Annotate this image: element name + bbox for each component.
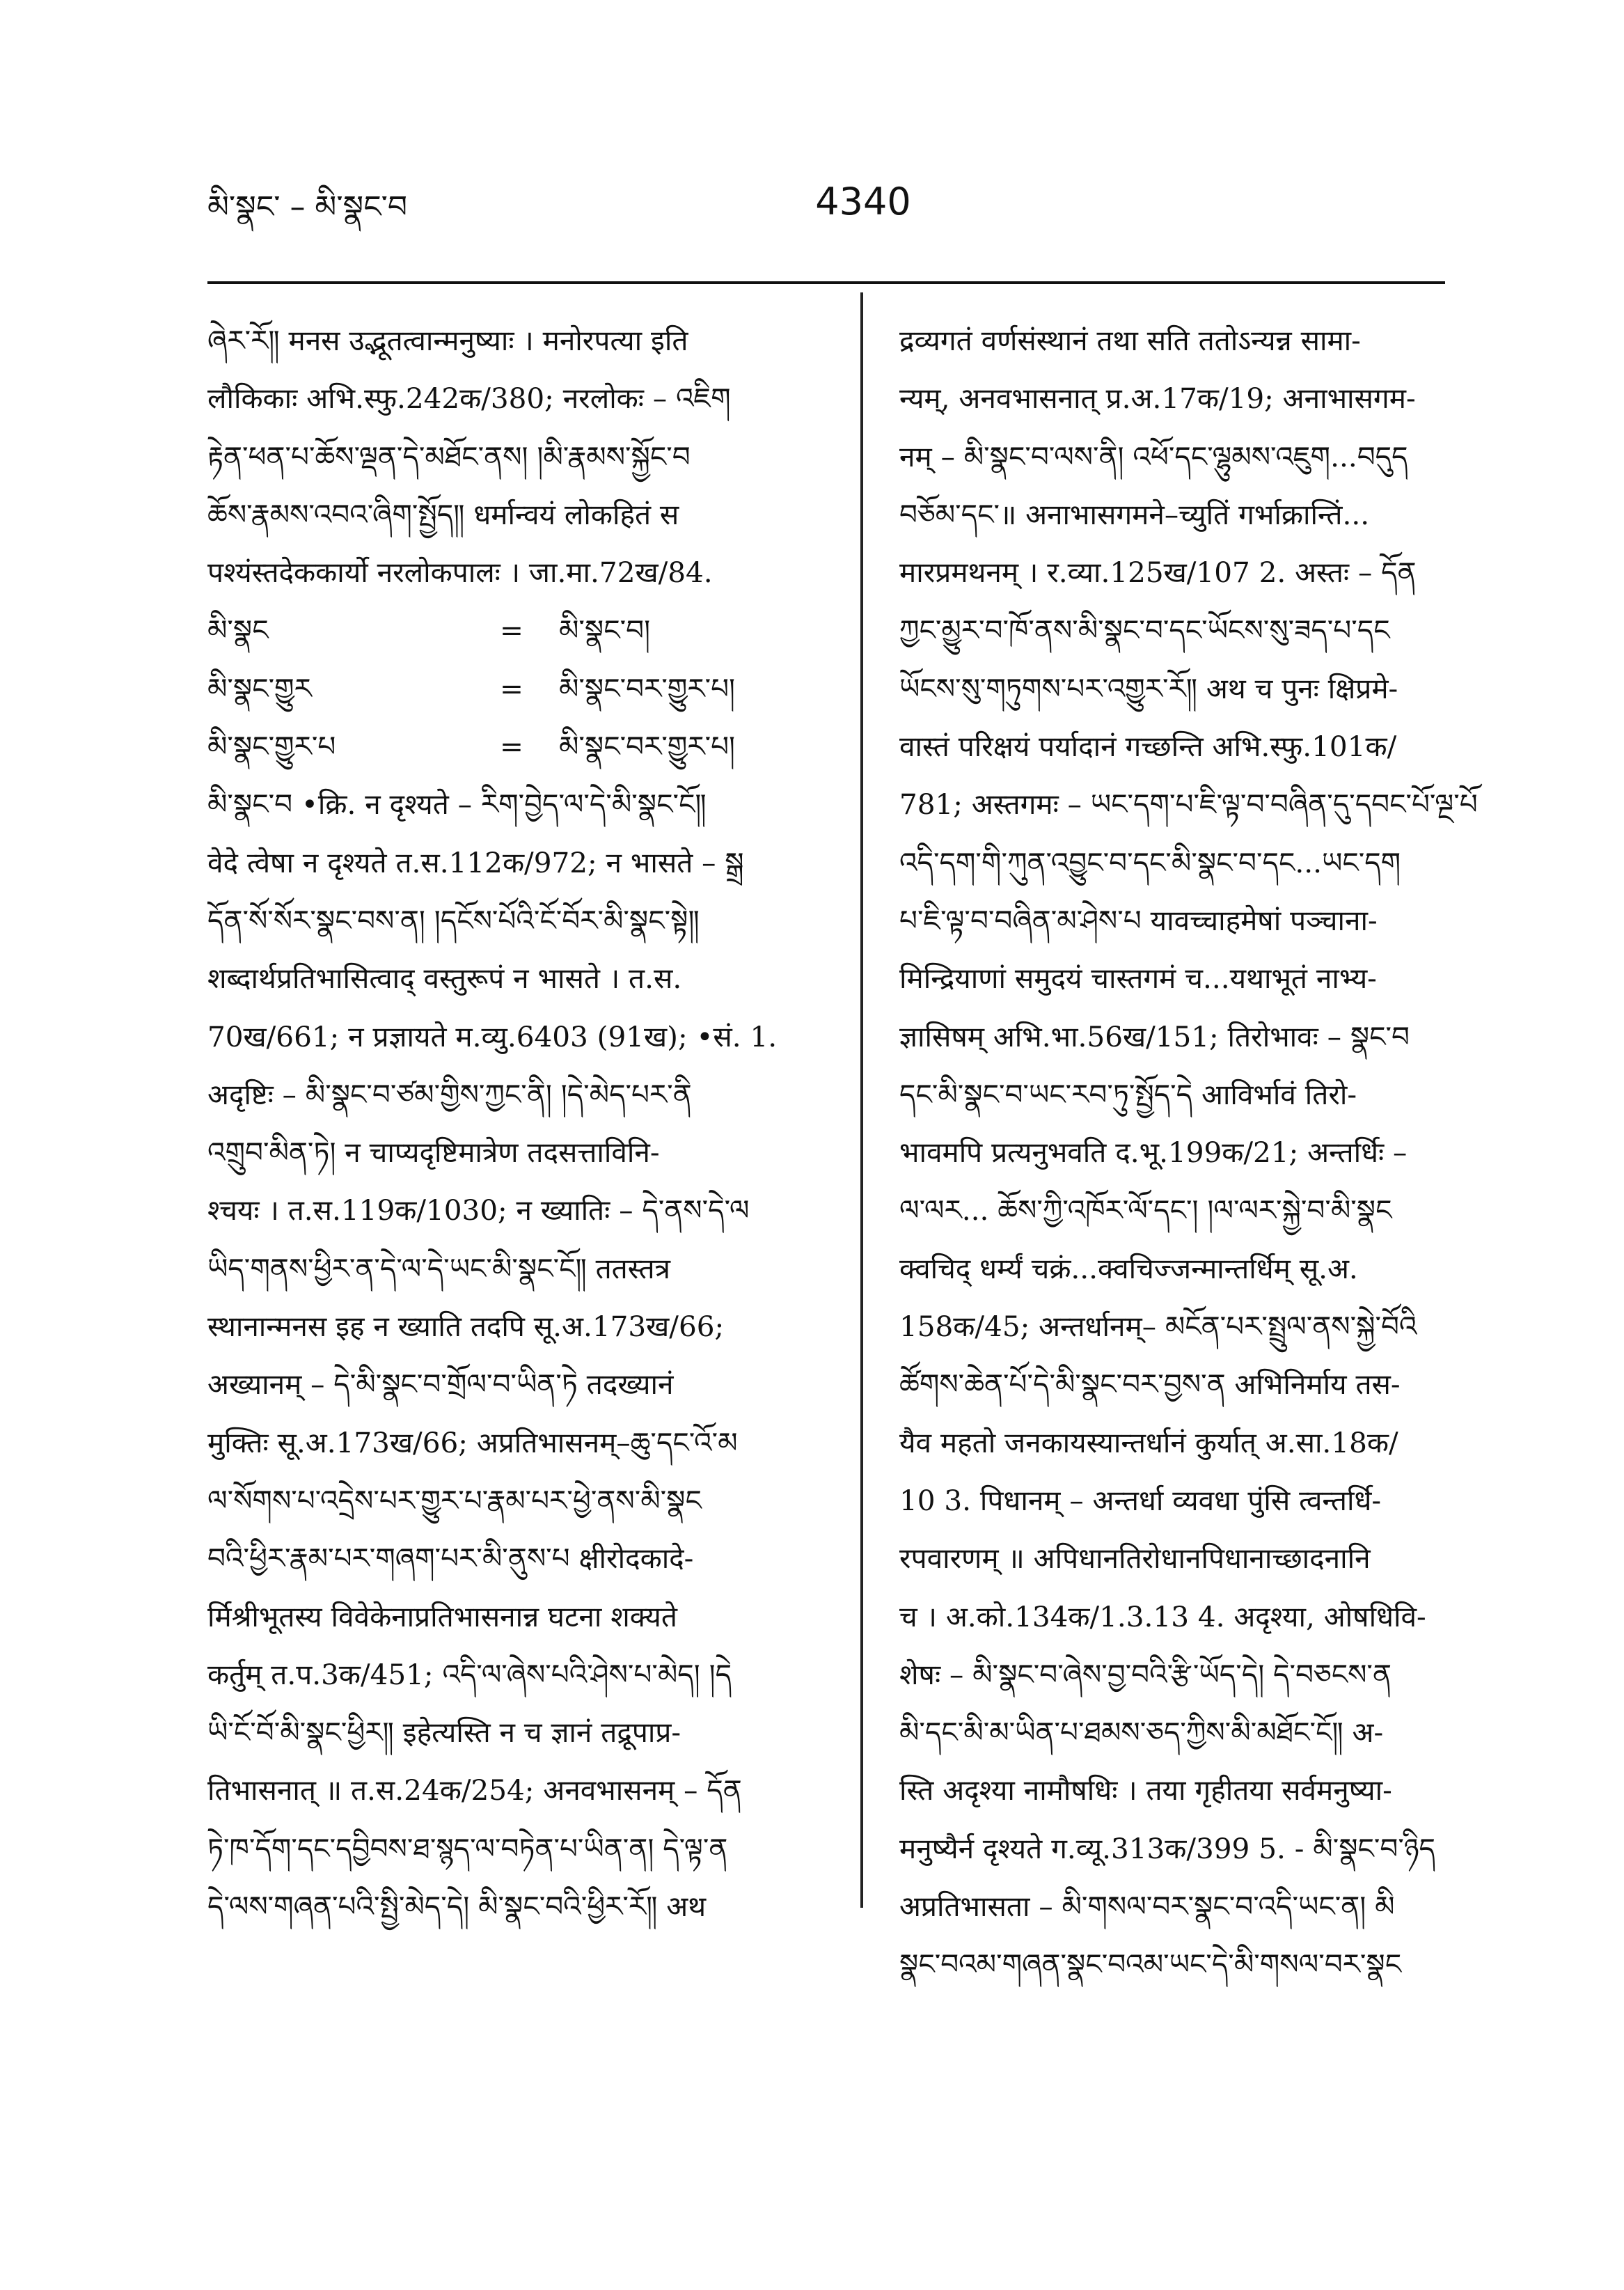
text-line: དེ་ལས་གཞན་པའི་སྤྱི་མེད་དེ། མི་སྣང་བའི་ཕྱིར་རོ༎ अथ bbox=[207, 1890, 707, 1924]
text-line: क्वचिद् धर्म्यं चक्रं...क्वचिज्जन्मान्तर्धिम् सू.अ. bbox=[899, 1251, 1358, 1285]
text-line: དོན་སོ་སོར་སྣང་བས་ན། །དངོས་པོའི་ངོ་བོར་མི་སྣང་སྟེ༎ bbox=[207, 903, 700, 937]
text-line: དང་མི་སྣང་བ་ཡང་རབ་ཏུ་སྤྱོད་དེ आविर्भावं तिरो- bbox=[899, 1077, 1357, 1111]
text-line: यैव महतो जनकायस्यान्तर्धानं कुर्यात् अ.सा.18क/ bbox=[899, 1425, 1398, 1459]
text-line: བཅོམ་དང་॥ अनाभासगमने–च्युतिं गर्भाक्रान्तिं... bbox=[899, 497, 1370, 531]
text-line: शब्दार्थप्रतिभासित्वाद् वस्तुरूपं न भासते । त.स. bbox=[207, 962, 682, 996]
text-line: कर्तुम् त.प.3क/451; འདི་ལ་ཞེས་པའི་ཤེས་པ་མེད། །དེ bbox=[207, 1657, 732, 1691]
column-divider bbox=[860, 292, 863, 1908]
text-line: འགྲུབ་མིན་ཏེ། न चाप्यदृष्टिमात्रेण तदसत्ताविनि- bbox=[207, 1136, 660, 1170]
right-column bbox=[899, 312, 1512, 1994]
text-line: 10 3. पिधानम् – अन्तर्धा व्यवधा पुंसि त्वन्तर्धि- bbox=[899, 1483, 1382, 1517]
synonym-target: མི་སྣང་བ། bbox=[559, 613, 651, 648]
synonym-headword: མི་སྣང་གྱུར bbox=[207, 671, 312, 705]
text-line: པ་ཇི་ལྟ་བ་བཞིན་མ་ཤེས་པ यावच्चाहमेषां पञ्चाना- bbox=[899, 903, 1378, 937]
text-line: अख्यानम् – དེ་མི་སྣང་བ་གྲོལ་བ་ཡིན་ཏེ तदख्यानं bbox=[207, 1367, 674, 1402]
text-line: མི་སྣང་བ •क्रि. न दृश्यते – རིག་བྱེད་ལ་དེ་མི་སྣང་ངོ༎ bbox=[207, 787, 707, 822]
synonym-headword: མི་སྣང bbox=[207, 613, 269, 648]
text-line: ཞེར་རོ༎ मनस उद्भूतत्वान्मनुष्याः । मनोरपत्या इति bbox=[207, 324, 688, 357]
synonym-target: མི་སྣང་བར་གྱུར་པ། bbox=[559, 671, 736, 705]
text-line: रपवारणम् ॥ अपिधानतिरोधानपिधानाच्छादनानि bbox=[899, 1542, 1371, 1576]
text-line: ཡི་ངོ་བོ་མི་སྣང་ཕྱིར༎ इहेत्यस्ति न च ज्ञानं तद्रूपाप्र- bbox=[207, 1716, 681, 1750]
text-line: र्मिश्रीभूतस्य विवेकेनाप्रतिभासनान्न घटना शक्यते bbox=[207, 1599, 677, 1633]
text-line: 70ख/661; न प्रज्ञायते म.व्यु.6403 (91ख); •सं. 1. bbox=[207, 1019, 778, 1053]
text-line: भावमपि प्रत्यनुभवति द.भू.199क/21; अन्तर्धिः – bbox=[899, 1136, 1408, 1170]
text-line: ཡོངས་སུ་གཏུགས་པར་འགྱུར་རོ༎ अथ च पुनः क्षिप्रमे- bbox=[899, 671, 1398, 705]
text-line: བའི་ཕྱིར་རྣམ་པར་གཞག་པར་མི་ནུས་པ क्षीरोदकादे- bbox=[207, 1542, 694, 1576]
text-line: स्ति अदृश्या नामौषधिः । तया गृहीतया सर्वमनुष्या- bbox=[899, 1773, 1392, 1807]
text-line: སྣང་བའམ་གཞན་སྣང་བའམ་ཡང་དེ་མི་གསལ་བར་སྣང bbox=[899, 1947, 1402, 1982]
text-line: न्यम्, अनवभासनात् प्र.अ.17क/19; अनाभासगम- bbox=[899, 382, 1416, 416]
page-number: 4340 bbox=[815, 180, 911, 223]
text-line: तिभासनात् ॥ त.स.24क/254; अनवभासनम् – དོན bbox=[207, 1773, 742, 1807]
left-column bbox=[207, 312, 834, 1936]
equals-sign: = bbox=[500, 730, 523, 764]
synonym-row bbox=[207, 602, 834, 659]
header-entry-range: མི་སྣང་ – མི་སྣང་བ bbox=[207, 189, 408, 225]
text-line: འདི་དག་གི་ཀུན་འབྱུང་བ་དང་མི་སྣང་བ་དང...ཡང་དག bbox=[899, 845, 1401, 879]
text-line: མི་དང་མི་མ་ཡིན་པ་ཐམས་ཅད་ཀྱིས་མི་མཐོང་ངོ༎ अ- bbox=[899, 1716, 1384, 1750]
text-line: मारप्रमथनम् । र.व्या.125ख/107 2. अस्तः – དོན bbox=[899, 556, 1417, 590]
text-line: ལ་སོགས་པ་འདྲེས་པར་གྱུར་པ་རྣམ་པར་ཕྱེ་ནས་མི་སྣང bbox=[207, 1483, 702, 1517]
text-line: द्रव्यगतं वर्णसंस्थानं तथा सति ततोऽन्यन्न सामा- bbox=[899, 324, 1361, 357]
text-line: 158क/45; अन्तर्धानम्– མངོན་པར་སྤྲུལ་ནས་སྐྱེ་བོའི bbox=[899, 1310, 1417, 1344]
text-line: ཏེ་ཁ་དོག་དང་དབྱིབས་ཐ་སྙད་ལ་བཏེན་པ་ཡིན་ན། དེ་ལྟ་ན bbox=[207, 1831, 728, 1865]
header-rule bbox=[207, 281, 1445, 284]
equals-sign: = bbox=[500, 613, 523, 648]
text-line: वास्तं परिक्षयं पर्यादानं गच्छन्ति अभि.स्फु.101क/ bbox=[899, 730, 1397, 764]
text-line: 781; अस्तगमः – ཡང་དག་པ་ཇི་ལྟ་བ་བཞིན་དུ་དབང་པོ་ལྔ་པོ bbox=[899, 787, 1478, 822]
equals-sign: = bbox=[500, 671, 523, 705]
text-line: ज्ञासिषम् अभि.भा.56ख/151; तिरोभावः – སྣང་བ bbox=[899, 1019, 1410, 1053]
text-line: शेषः – མི་སྣང་བ་ཞེས་བྱ་བའི་རྩི་ཡོད་དེ། དེ་བཅངས་ན bbox=[899, 1657, 1392, 1691]
text-line: ཆོས་རྣམས་འབའ་ཞིག་སྤྱོད༎ धर्मान्वयं लोकहितं स bbox=[207, 497, 679, 531]
text-line: वेदे त्वेषा न दृश्यते त.स.112क/972; न भासते – སྒྲ bbox=[207, 845, 744, 879]
text-line: मिन्द्रियाणां समुदयं चास्तगमं च...यथाभूतं नाभ्य- bbox=[899, 962, 1377, 996]
text-line: ཡིད་གནས་ཕྱིར་ན་དེ་ལ་དེ་ཡང་མི་སྣང་ངོ༎ ततस्तत्र bbox=[207, 1251, 670, 1285]
synonym-headword: མི་སྣང་གྱུར་པ bbox=[207, 730, 336, 764]
text-line: लौकिकाः अभि.स्फु.242क/380; नरलोकः – འཇིག bbox=[207, 382, 731, 416]
text-line: पश्यंस्तदेककार्यो नरलोकपालः । जा.मा.72ख/84. bbox=[207, 556, 713, 590]
synonym-row bbox=[207, 718, 834, 776]
text-line: ཚོགས་ཆེན་པོ་དེ་མི་སྣང་བར་བྱས་ན अभिनिर्माय तस- bbox=[899, 1367, 1401, 1402]
text-line: རྟེན་ཕན་པ་ཆོས་ལྡན་དེ་མཐོང་ནས། །མི་རྣམས་སྐྱོང་བ bbox=[207, 439, 691, 473]
text-line: श्चयः । त.स.119क/1030; न ख्यातिः – དེ་ནས་དེ་ལ bbox=[207, 1193, 750, 1228]
synonym-row bbox=[207, 660, 834, 718]
text-line: स्थानान्मनस इह न ख्याति तदपि सू.अ.173ख/66; bbox=[207, 1310, 725, 1344]
text-line: मुक्तिः सू.अ.173ख/66; अप्रतिभासनम्–ཆུ་དང་འོ་མ bbox=[207, 1425, 738, 1459]
text-line: च । अ.को.134क/1.3.13 4. अदृश्या, ओषधिवि- bbox=[899, 1599, 1426, 1633]
text-line: नम् – མི་སྣང་བ་ལས་ནི། འཕོ་དང་ལྷུམས་འཇུག...བདུད bbox=[899, 439, 1408, 473]
text-line: अदृष्टिः – མི་སྣང་བ་ཙམ་གྱིས་ཀྱང་ནི། །དེ་མེད་པར་ནི bbox=[207, 1077, 692, 1111]
text-line: मनुष्यैर्न दृश्यते ग.व्यू.313क/399 5. - མི་སྣང་བ་ཉིད bbox=[899, 1831, 1436, 1865]
text-line: ལ་ལར... ཆོས་ཀྱི་འཁོར་ལོ་དང་། །ལ་ལར་སྐྱེ་བ་མི་སྣང bbox=[899, 1193, 1392, 1228]
text-line: ཀྱང་མྱུར་བ་ཁོ་ནས་མི་སྣང་བ་དང་ཡོངས་སུ་ཟད་པ་དང bbox=[899, 613, 1390, 648]
synonym-target: མི་སྣང་བར་གྱུར་པ། bbox=[559, 730, 736, 764]
text-line: अप्रतिभासता – མི་གསལ་བར་སྣང་བ་འདི་ཡང་ན། མི bbox=[899, 1890, 1395, 1924]
